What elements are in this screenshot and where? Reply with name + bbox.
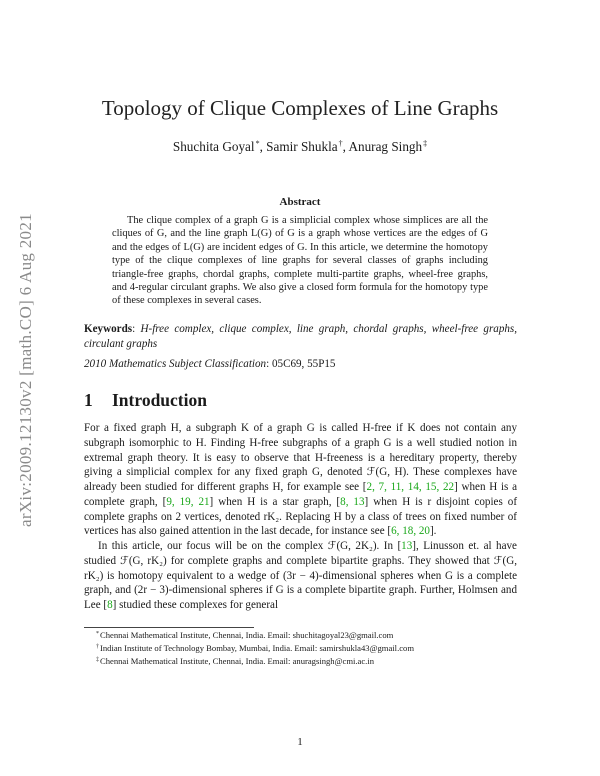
citation-link[interactable]: 9, 19, 21 <box>166 495 210 508</box>
abstract-text: The clique complex of a graph G is a simplicial complex whose simplices are all the cliques of G, and the line graph L(G) of G is a graph whose vertices are the edges of G and the edges of L(G) are incident edges of G. In this article, we determine the homotopy type of the clique complexes of line graphs for several classes of graphs including triangle-free graphs, chordal graphs, complete multi-partite graphs, wheel-free graphs, and 4-regular circulant graphs. We also give a closed form formula for the homotopy type of these complexes in several cases. <box>112 215 488 307</box>
footnote-divider <box>84 627 254 628</box>
footnote-1: *Chennai Mathematical Institute, Chennai, India. Email: shuchitagoyal23@gmail.com <box>96 630 394 640</box>
citation-link[interactable]: 13 <box>401 540 413 552</box>
paper-title: Topology of Clique Complexes of Line Graphs <box>101 96 499 120</box>
msc-codes: 05C69, 55P15 <box>271 358 336 370</box>
keywords-label: Keywords <box>84 323 133 335</box>
keywords-text: H-free complex, clique complex, line graph, chordal graphs, wheel-free graphs, circulant graphs <box>84 323 518 350</box>
paragraph-1: For a fixed graph H, a subgraph K of a graph G is called H-free if K does not contain any subgraph isomorphic to H. Finding H-free subgraphs of a graph G is a well studied notion in extremal graph theory. It is easy to observe that H-freeness is a hereditary property, thereby giving a simplicial complex for any fixed graph G, denoted ℱ(G, H). These complexes have already been studied for different graphs H, for example see [2, 7, 11, 14, 15, 22] when H is a complete graph, [9, 19, 21] when H is a star graph, [8, 13] when H is r disjoint copies of complete graphs on 2 vertices, denoted rK₂. Replacing H by a class of trees on fixed number of vertices has also gained attention in the last decade, for instance see [6, 18, 20]. <box>84 422 518 538</box>
author-2: Samir Shukla†, <box>266 139 346 154</box>
footnote-2: †Indian Institute of Technology Bombay, Mumbai, India. Email: samirshukla43@gmail.com <box>96 642 415 653</box>
msc-label: 2010 Mathematics Subject Classification <box>84 358 267 370</box>
introduction-body <box>84 421 517 613</box>
paragraph-2: In this article, our focus will be on the complex ℱ(G, 2K₂). In [13], Linusson et. al have studied ℱ(G, rK₂) for complete graphs and complete bipartite graphs. They showed that ℱ(G, rK₂) is homotopy equivalent to a wedge of (3r − 4)-dimensional spheres when G is a complete graph, and (2r − 3)-dimensional spheres if G is a complete bipartite graph. Further, Holmsen and Lee [8] studied these complexes for general <box>84 540 517 611</box>
author-3: Anurag Singh‡ <box>348 139 428 154</box>
citation-link[interactable]: 8, 13 <box>340 495 365 508</box>
footnotes <box>84 629 517 667</box>
author-1: Shuchita Goyal*, <box>172 139 263 154</box>
keywords: Keywords: H-free complex, clique complex, line graph, chordal graphs, wheel-free graphs, circulant graphs <box>84 323 518 350</box>
arxiv-sidebar <box>14 180 38 560</box>
author-list <box>0 139 600 155</box>
msc-classification: 2010 Mathematics Subject Classification: 05C69, 55P15 <box>84 358 336 370</box>
section-number: 1 <box>84 390 93 410</box>
arxiv-identifier[interactable]: arXiv:2009.12130v2 [math.CO] 6 Aug 2021 <box>16 213 35 527</box>
citation-link[interactable]: 2, 7, 11, 14, 15, 22 <box>366 481 455 493</box>
citation-link[interactable]: 6, 18, 20 <box>391 525 430 538</box>
section-title: Introduction <box>112 390 207 410</box>
page-number: 1 <box>297 736 303 748</box>
citation-link[interactable]: 8 <box>107 599 113 611</box>
abstract-heading: Abstract <box>279 196 321 208</box>
footnote-3: ‡Chennai Mathematical Institute, Chennai, India. Email: anuragsingh@cmi.ac.in <box>96 655 375 666</box>
section-heading-introduction <box>84 390 517 411</box>
